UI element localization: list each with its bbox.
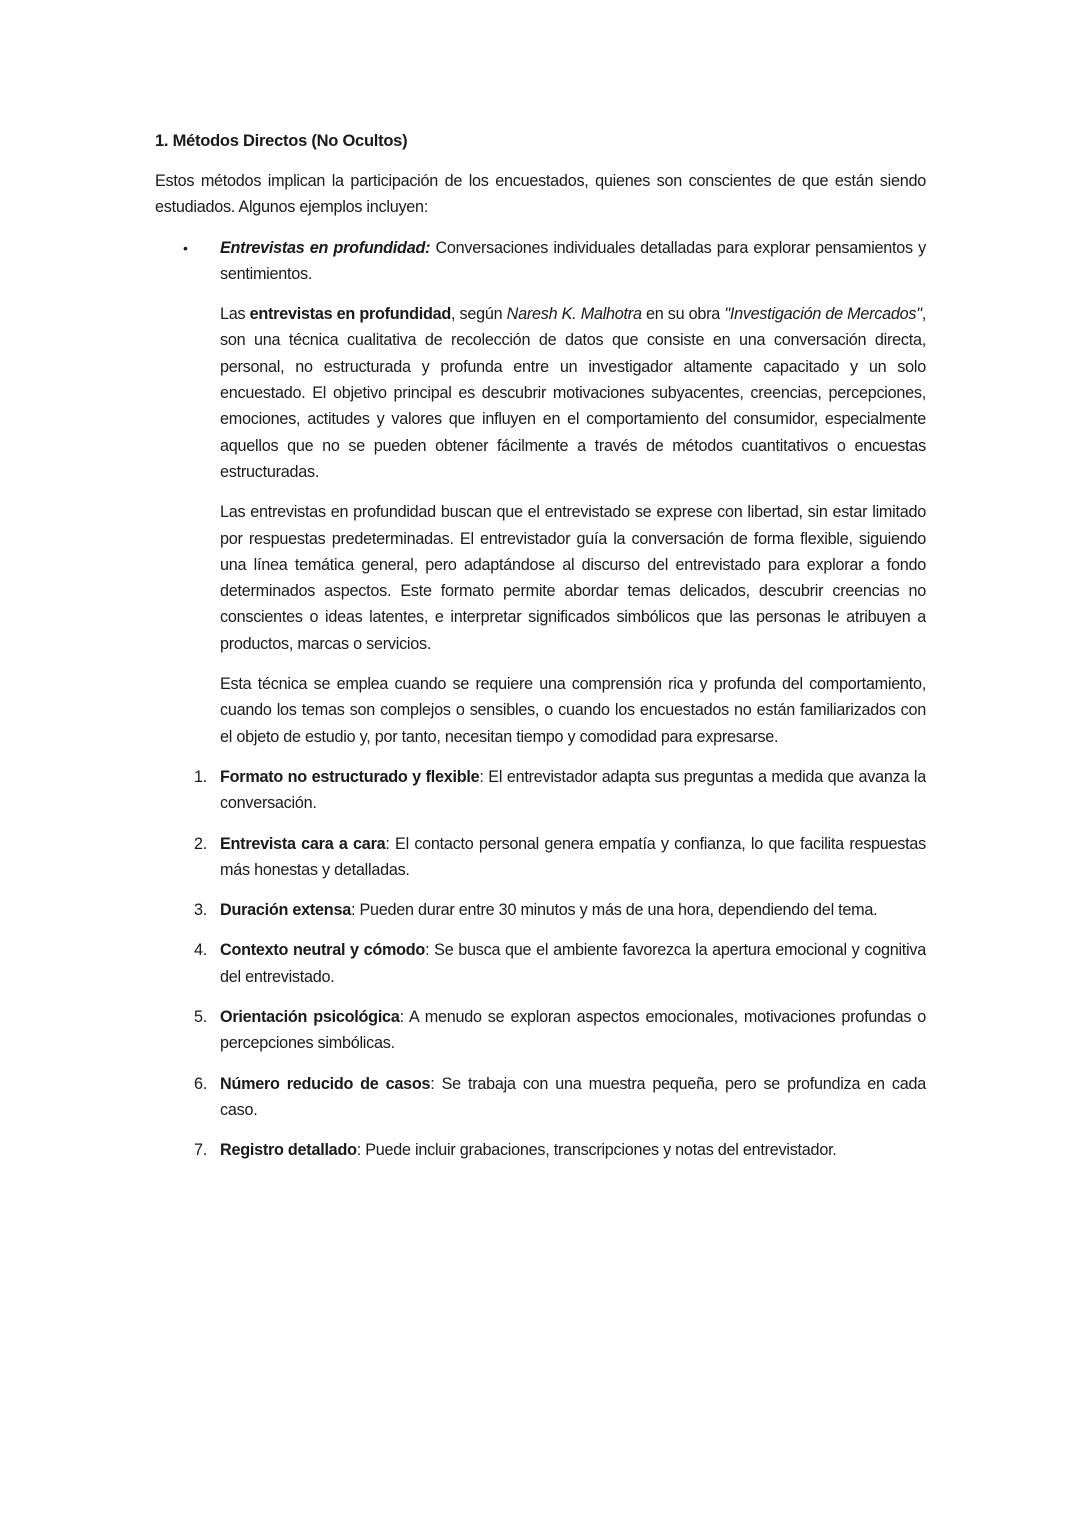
- list-text: : Se trabaja con una muestra pequeña, pero se profundiza en cada caso.: [220, 1074, 926, 1119]
- list-item: [155, 1004, 926, 1057]
- book-title: "Investigación de Mercados": [724, 305, 922, 324]
- bullet-marker: •: [183, 239, 188, 256]
- list-number: 6.: [193, 1074, 207, 1093]
- list-term: Registro detallado: [220, 1141, 357, 1160]
- list-number: 4.: [193, 941, 207, 960]
- paragraph-definition: [155, 301, 926, 485]
- bullet-text: Conversaciones individuales detalladas para explorar pensamientos y sentimientos.: [220, 238, 926, 283]
- document-page: [155, 128, 926, 1178]
- list-item: [155, 1071, 926, 1124]
- list-item: [155, 831, 926, 884]
- list-number: 1.: [193, 767, 207, 786]
- author-name: Naresh K. Malhotra: [506, 305, 642, 324]
- text: Las: [220, 305, 250, 324]
- list-number: 7.: [193, 1141, 207, 1160]
- text: , según: [451, 305, 507, 324]
- text: , son una técnica cualitativa de recolección de datos que consiste en una conversación directa, personal, no estructurada y profunda entre un investigador altamente capacitado y un solo encuestado. El objetivo principal es descubrir motivaciones subyacentes, creencias, percepciones, emociones, actitudes y valores que influyen en el comportamiento del consumidor, especialmente aquellos que no se pueden obtener fácilmente a través de métodos cuantitativos o encuestas estructuradas.: [220, 305, 926, 481]
- list-number: 3.: [193, 901, 207, 920]
- list-text: : A menudo se exploran aspectos emocionales, motivaciones profundas o percepciones simbólicas.: [220, 1008, 926, 1053]
- list-term: Orientación psicológica: [220, 1008, 400, 1027]
- paragraph-description: [155, 499, 926, 657]
- list-text: : Puede incluir grabaciones, transcripciones y notas del entrevistador.: [356, 1141, 837, 1160]
- list-item: [155, 1137, 926, 1163]
- paragraph-text: Esta técnica se emplea cuando se requiere una comprensión rica y profunda del comportamiento, cuando los temas son complejos o sensibles, o cuando los encuestados no están familiarizados con el objeto de estudio y, por tanto, necesitan tiempo y comodidad para expresarse.: [220, 675, 926, 746]
- bullet-term: Entrevistas en profundidad:: [220, 238, 431, 257]
- list-number: 5.: [193, 1008, 207, 1027]
- list-text: : El contacto personal genera empatía y confianza, lo que facilita respuestas más honestas y detalladas.: [220, 834, 926, 879]
- list-term: Formato no estructurado y flexible: [220, 767, 480, 786]
- intro-paragraph: Estos métodos implican la participación de los encuestados, quienes son conscientes de que están siendo estudiados. Algunos ejemplos incluyen:: [155, 172, 926, 217]
- list-term: Contexto neutral y cómodo: [220, 941, 426, 960]
- paragraph-text: Las entrevistas en profundidad buscan que el entrevistado se exprese con libertad, sin estar limitado por respuestas predeterminadas. El entrevistador guía la conversación de forma flexible, siguiendo una línea temática general, pero adaptándose al discurso del entrevistado para explorar a fondo determinados aspectos. Este formato permite abordar temas delicados, descubrir creencias no conscientes o ideas latentes, e interpretar significados simbólicos que las personas le atribuyen a productos, marcas o servicios.: [220, 503, 926, 653]
- paragraph-usage: [155, 671, 926, 750]
- text: en su obra: [641, 305, 725, 324]
- bullet-item: [155, 235, 926, 288]
- list-item: [155, 897, 926, 923]
- list-item: [155, 937, 926, 990]
- numbered-list: [155, 764, 926, 1164]
- section-heading: 1. Métodos Directos (No Ocultos): [155, 132, 408, 150]
- list-term: Duración extensa: [220, 901, 351, 920]
- list-text: : Pueden durar entre 30 minutos y más de una hora, dependiendo del tema.: [350, 901, 878, 920]
- list-term: Entrevista cara a cara: [220, 834, 386, 853]
- list-text: : El entrevistador adapta sus preguntas a medida que avanza la conversación.: [220, 767, 926, 813]
- list-term: Número reducido de casos: [220, 1074, 431, 1093]
- bold-term: entrevistas en profundidad: [249, 305, 451, 324]
- list-text: : Se busca que el ambiente favorezca la apertura emocional y cognitiva del entrevistado.: [220, 941, 926, 986]
- list-item: [155, 764, 926, 817]
- list-number: 2.: [193, 834, 207, 853]
